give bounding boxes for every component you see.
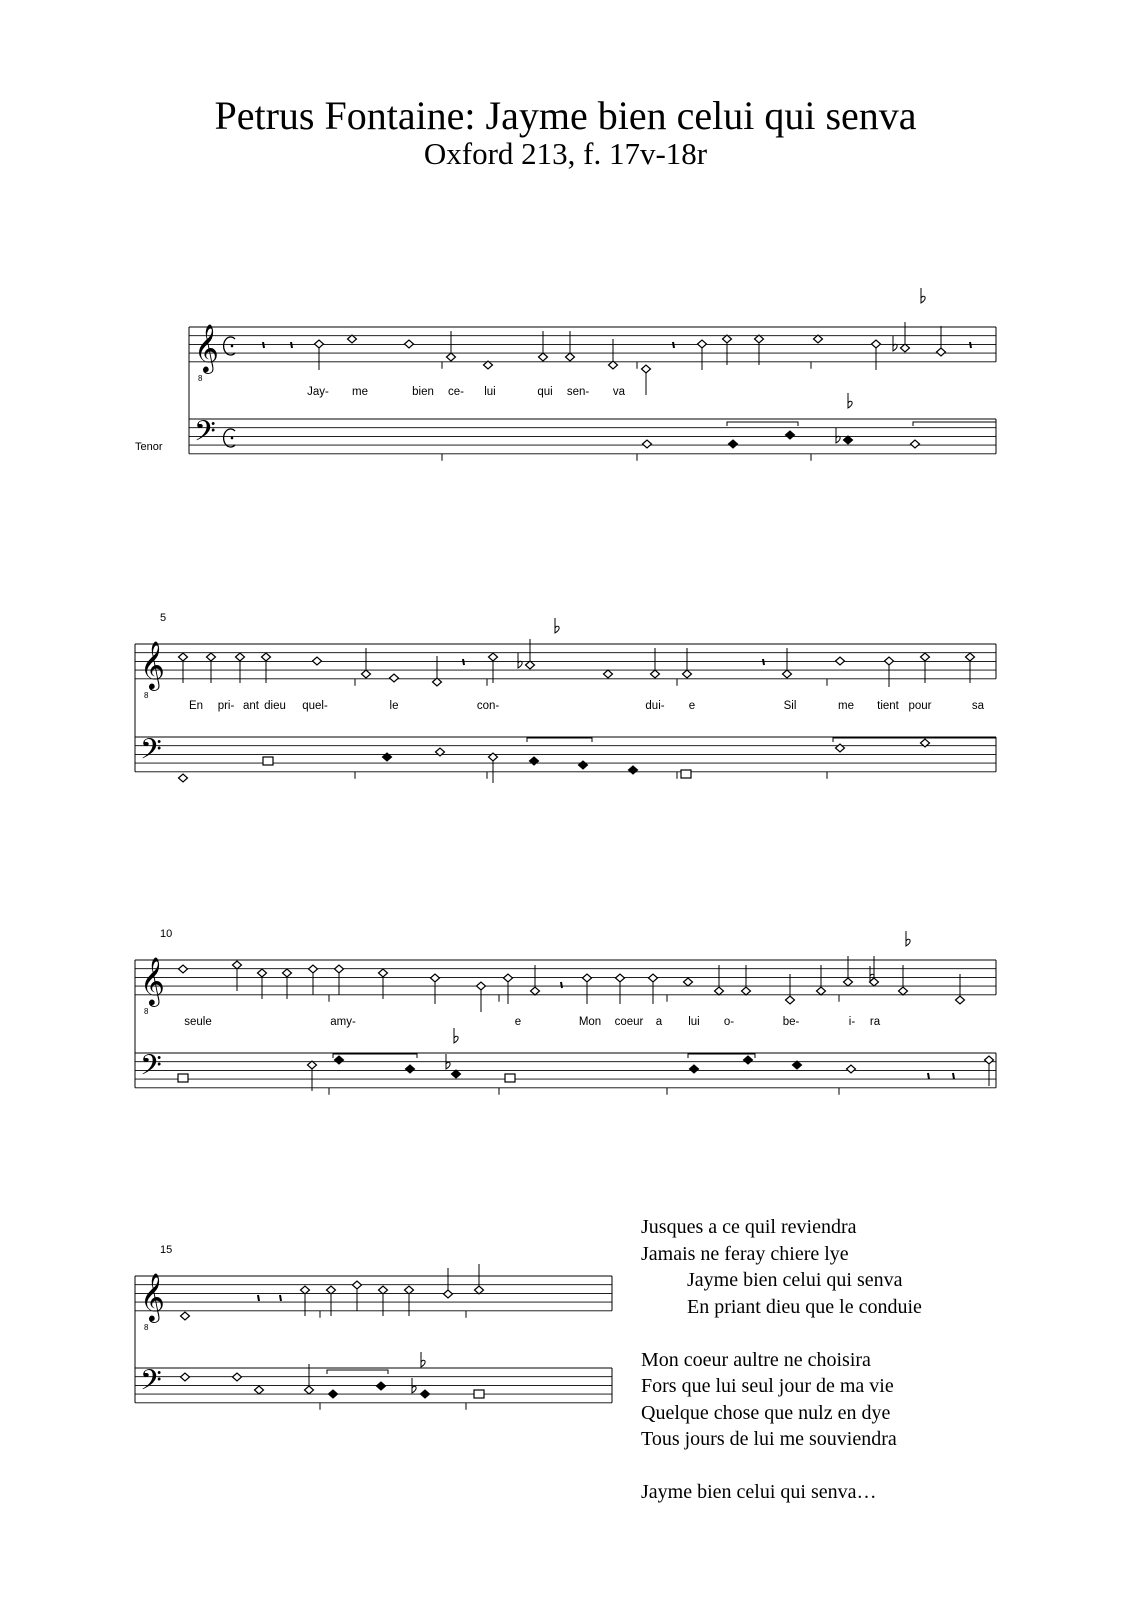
note: [530, 757, 539, 765]
note: [329, 1390, 338, 1398]
note: [786, 431, 795, 439]
clef-octave-marker: 8: [144, 1007, 149, 1016]
poem-line: En priant dieu que le conduie: [687, 1295, 922, 1318]
poem-line: Mon coeur aultre ne choisira: [641, 1348, 871, 1371]
lyric-syllable: me: [352, 386, 368, 398]
note: [742, 987, 751, 995]
note: [715, 987, 724, 995]
lyric-syllable: pri-: [217, 700, 235, 712]
lyric-syllable: pour: [908, 700, 932, 712]
poem-refrain: Jayme bien celui qui senva…: [641, 1481, 877, 1503]
note: [236, 653, 245, 661]
ligature-bracket: [913, 422, 996, 426]
note: [651, 670, 660, 678]
note: [477, 982, 486, 990]
note: [814, 335, 823, 343]
note: [604, 670, 613, 678]
poem-line: Jamais ne feray chiere lye: [641, 1242, 849, 1265]
note: [305, 1386, 314, 1394]
note: [901, 344, 910, 352]
lyric-syllable: coeur: [614, 1016, 644, 1028]
note: [362, 670, 371, 678]
breve-note: [505, 1074, 515, 1082]
note: [207, 653, 216, 661]
lyric-syllable: bien: [412, 386, 434, 398]
lyric-syllable: a: [655, 1016, 663, 1028]
note: [755, 335, 764, 343]
treble-clef-icon: 𝄞: [140, 956, 165, 1005]
note: [313, 657, 322, 665]
poem-text: [641, 1214, 922, 1506]
note: [379, 969, 388, 977]
note: [233, 961, 242, 969]
ligature-bracket: [333, 1054, 417, 1058]
note: [643, 440, 652, 448]
note: [406, 1065, 415, 1073]
ligature-bracket: [688, 1054, 755, 1058]
lyric-syllable: o-: [723, 1016, 735, 1028]
note: [421, 1390, 430, 1398]
flat-sign: [555, 618, 559, 633]
note: [390, 674, 399, 682]
flat-sign: [906, 931, 910, 946]
note: [283, 969, 292, 977]
lyric-syllable: dui-: [645, 700, 665, 712]
mensuration-dot: [231, 437, 234, 440]
rest: [953, 1073, 954, 1079]
clef-octave-marker: 8: [144, 691, 149, 700]
rest: [673, 342, 674, 348]
clef-octave-marker: 8: [198, 374, 203, 383]
note: [937, 348, 946, 356]
rest: [263, 342, 264, 348]
lyric-syllable: Sil: [783, 700, 797, 712]
lyric-syllable: ant: [243, 700, 259, 712]
lyric-syllable: va: [612, 386, 626, 398]
lyric-syllable: Mon: [578, 1016, 602, 1028]
rest: [928, 1073, 929, 1079]
note: [744, 1056, 753, 1064]
flat-sign: [921, 288, 925, 303]
note: [308, 1061, 317, 1069]
note: [405, 1286, 414, 1294]
bass-clef-icon: 𝄢: [140, 1364, 162, 1404]
lyric-syllable: i-: [848, 1016, 856, 1028]
bass-clef-icon: 𝄢: [194, 415, 216, 455]
note: [431, 974, 440, 982]
breve-note: [178, 1074, 188, 1082]
lyric-syllable: Jay-: [307, 386, 329, 398]
note: [405, 340, 414, 348]
note: [179, 965, 188, 973]
lyric-syllable: amy-: [330, 1016, 356, 1028]
note: [793, 1061, 802, 1069]
ligature-bracket: [327, 1370, 388, 1374]
page-title: Petrus Fontaine: Jayme bien celui qui senva: [214, 93, 917, 138]
note: [181, 1312, 190, 1320]
breve-note: [474, 1390, 484, 1398]
note: [729, 440, 738, 448]
lyric-syllable: lui: [484, 386, 496, 398]
note: [262, 653, 271, 661]
note: [255, 1386, 264, 1394]
tenor-part-label: Tenor: [135, 441, 163, 453]
lyric-syllable: e: [514, 1016, 522, 1028]
lyric-syllable: sa: [971, 700, 985, 712]
bass-clef-icon: 𝄢: [140, 1049, 162, 1089]
note: [315, 340, 324, 348]
note: [566, 353, 575, 361]
rest: [463, 659, 464, 665]
lyric-syllable: En: [188, 700, 204, 712]
note: [723, 335, 732, 343]
note: [836, 744, 845, 752]
note: [539, 353, 548, 361]
note: [179, 653, 188, 661]
note: [783, 670, 792, 678]
measure-number: 15: [160, 1244, 173, 1256]
note: [844, 436, 853, 444]
lyric-syllable: qui: [537, 386, 553, 398]
note: [335, 1056, 344, 1064]
poem-line: Fors que lui seul jour de ma vie: [641, 1375, 894, 1397]
flat-sign: [848, 393, 852, 408]
flat-sign: [421, 1352, 425, 1367]
flat-sign: [454, 1028, 458, 1043]
flat-sign: [518, 653, 522, 668]
note: [583, 974, 592, 982]
lyric-syllable: ce-: [448, 386, 464, 398]
note: [379, 1286, 388, 1294]
flat-sign: [836, 428, 840, 443]
rest: [763, 659, 764, 665]
note: [444, 1290, 453, 1298]
note: [985, 1056, 994, 1064]
note: [348, 335, 357, 343]
note: [899, 987, 908, 995]
rest: [258, 1295, 259, 1301]
measure-number: 10: [160, 928, 173, 940]
note: [447, 353, 456, 361]
note: [504, 974, 513, 982]
ligature-bracket: [833, 738, 996, 742]
treble-clef-icon: 𝄞: [140, 1272, 165, 1321]
rest: [291, 342, 292, 348]
note: [872, 340, 881, 348]
rest: [561, 982, 562, 988]
note: [531, 987, 540, 995]
flat-sign: [893, 336, 897, 351]
lyric-syllable: e: [688, 700, 696, 712]
note: [377, 1382, 386, 1390]
note: [786, 996, 795, 1004]
note: [649, 974, 658, 982]
lyric-syllable: seule: [184, 1016, 212, 1028]
lyric-syllable: be-: [782, 1016, 800, 1028]
note: [579, 761, 588, 769]
note: [181, 1373, 190, 1381]
lyric-syllable: lui: [688, 1016, 700, 1028]
note: [921, 653, 930, 661]
note: [489, 653, 498, 661]
note: [684, 978, 693, 986]
note: [966, 653, 975, 661]
breve-note: [681, 770, 691, 778]
treble-clef-icon: 𝄞: [140, 640, 165, 689]
note: [690, 1065, 699, 1073]
note: [335, 965, 344, 973]
ligature-bracket: [727, 422, 798, 426]
clef-octave-marker: 8: [144, 1323, 149, 1332]
treble-clef-icon: 𝄞: [194, 323, 219, 372]
lyric-syllable: dieu: [264, 700, 286, 712]
poem-line: Tous jours de lui me souviendra: [641, 1428, 897, 1450]
rest: [970, 342, 971, 348]
lyric-syllable: con-: [476, 700, 500, 712]
note: [616, 974, 625, 982]
note: [258, 969, 267, 977]
note: [870, 978, 879, 986]
ligature-bracket: [527, 738, 592, 742]
note: [526, 661, 535, 669]
note: [233, 1373, 242, 1381]
note: [452, 1070, 461, 1078]
note: [642, 365, 651, 373]
poem-line: Jusques a ce quil reviendra: [641, 1216, 857, 1238]
note: [301, 1286, 310, 1294]
mensuration-dot: [231, 345, 234, 348]
lyric-syllable: tient: [877, 700, 899, 712]
note: [847, 1065, 856, 1073]
lyric-syllable: le: [389, 700, 399, 712]
bass-clef-icon: 𝄢: [140, 733, 162, 773]
page-subtitle: Oxford 213, f. 17v-18r: [423, 136, 708, 171]
note: [683, 670, 692, 678]
note: [817, 987, 826, 995]
breve-note: [263, 757, 273, 765]
note: [353, 1281, 362, 1289]
lyric-syllable: sen-: [566, 386, 590, 398]
measure-number: 5: [160, 612, 167, 624]
note: [836, 657, 845, 665]
note: [629, 766, 638, 774]
note: [179, 774, 188, 782]
lyric-syllable: ra: [869, 1016, 881, 1028]
note: [956, 996, 965, 1004]
rest: [280, 1295, 281, 1301]
poem-line: Quelque chose que nulz en dye: [641, 1401, 891, 1424]
note: [475, 1286, 484, 1294]
note: [885, 657, 894, 665]
lyric-syllable: me: [838, 700, 854, 712]
lyric-syllable: quel-: [302, 700, 328, 712]
note: [698, 340, 707, 348]
note: [911, 440, 920, 448]
note: [309, 965, 318, 973]
note: [844, 978, 853, 986]
poem-line: Jayme bien celui qui senva: [687, 1269, 903, 1291]
note: [327, 1286, 336, 1294]
